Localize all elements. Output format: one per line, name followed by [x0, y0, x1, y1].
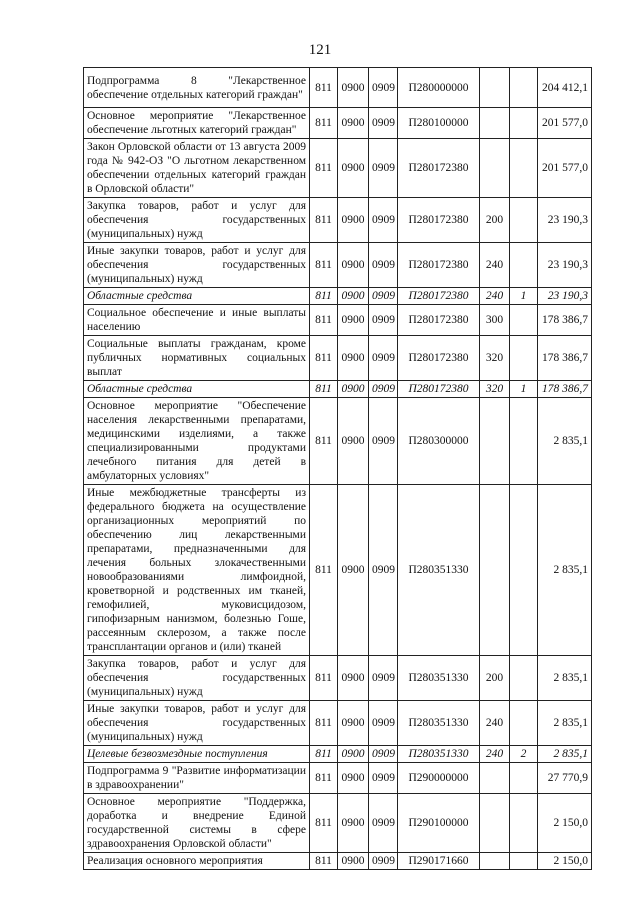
cell-subsection-code: 0909: [369, 398, 398, 485]
table-row: [84, 68, 592, 108]
cell-subsection-code: 0909: [369, 794, 398, 853]
cell-amount: 2 150,0: [538, 853, 592, 870]
cell-ved-code: 811: [310, 656, 338, 701]
cell-subsection-code: 0909: [369, 701, 398, 746]
cell-expense-type: [480, 108, 510, 139]
cell-description: Областные средства: [84, 288, 310, 305]
cell-description: Областные средства: [84, 381, 310, 398]
cell-amount: 23 190,3: [538, 243, 592, 288]
cell-amount: 201 577,0: [538, 139, 592, 198]
cell-description: Основное мероприятие "Обеспечение населения лекарственными препаратами, медицинскими изделиями, а также специализированными продуктами лечебного питания для детей в амбулаторных условиях": [84, 398, 310, 485]
table-row: [84, 701, 592, 746]
cell-ved-code: 811: [310, 485, 338, 656]
cell-funding-source: [510, 68, 538, 108]
cell-subsection-code: 0909: [369, 139, 398, 198]
cell-description: Закон Орловской области от 13 августа 2009 года № 942-ОЗ "О льготном лекарственном обеспечении отдельных категорий граждан в Орловской области": [84, 139, 310, 198]
cell-target-article: П280100000: [398, 108, 480, 139]
table-row: [84, 336, 592, 381]
cell-funding-source: [510, 336, 538, 381]
cell-ved-code: 811: [310, 398, 338, 485]
cell-funding-source: [510, 794, 538, 853]
cell-target-article: П280351330: [398, 656, 480, 701]
cell-section-code: 0900: [338, 336, 369, 381]
table-row: [84, 398, 592, 485]
cell-subsection-code: 0909: [369, 68, 398, 108]
cell-target-article: П290000000: [398, 763, 480, 794]
cell-expense-type: 240: [480, 746, 510, 763]
cell-amount: 23 190,3: [538, 288, 592, 305]
cell-amount: 201 577,0: [538, 108, 592, 139]
cell-target-article: П290171660: [398, 853, 480, 870]
cell-description: Иные закупки товаров, работ и услуг для обеспечения государственных (муниципальных) нужд: [84, 701, 310, 746]
cell-funding-source: [510, 305, 538, 336]
cell-ved-code: 811: [310, 381, 338, 398]
cell-subsection-code: 0909: [369, 108, 398, 139]
table-row: [84, 763, 592, 794]
cell-funding-source: 1: [510, 288, 538, 305]
cell-subsection-code: 0909: [369, 485, 398, 656]
cell-target-article: П280351330: [398, 701, 480, 746]
table-row: [84, 288, 592, 305]
cell-description: Иные межбюджетные трансферты из федерального бюджета на осуществление организационных мероприятий по обеспечению лиц лекарственными препаратами, предназначенными для лечения больных злокачественными новообразованиями лимфоидной, кроветворной и родственных им тканей, гемофилией, муковисцидозом, гипофизарным нанизмом, болезнью Гоше, рассеянным склерозом, а также после трансплантации органов и (или) тканей: [84, 485, 310, 656]
cell-expense-type: 200: [480, 656, 510, 701]
cell-target-article: П280172380: [398, 336, 480, 381]
table-row: [84, 485, 592, 656]
cell-subsection-code: 0909: [369, 746, 398, 763]
cell-target-article: П280172380: [398, 288, 480, 305]
table-row: [84, 853, 592, 870]
cell-description: Социальные выплаты гражданам, кроме публичных нормативных социальных выплат: [84, 336, 310, 381]
table-row: [84, 746, 592, 763]
cell-funding-source: [510, 763, 538, 794]
cell-expense-type: [480, 794, 510, 853]
cell-ved-code: 811: [310, 746, 338, 763]
page-number: 121: [308, 42, 332, 58]
cell-amount: 2 835,1: [538, 398, 592, 485]
cell-target-article: П280172380: [398, 139, 480, 198]
cell-amount: 2 835,1: [538, 701, 592, 746]
cell-amount: 178 386,7: [538, 305, 592, 336]
table-row: [84, 139, 592, 198]
cell-amount: 2 835,1: [538, 485, 592, 656]
cell-description: Реализация основного мероприятия: [84, 853, 310, 870]
cell-ved-code: 811: [310, 305, 338, 336]
cell-ved-code: 811: [310, 198, 338, 243]
cell-description: Основное мероприятие "Лекарственное обеспечение льготных категорий граждан": [84, 108, 310, 139]
cell-expense-type: 240: [480, 288, 510, 305]
cell-expense-type: [480, 485, 510, 656]
cell-ved-code: 811: [310, 243, 338, 288]
cell-section-code: 0900: [338, 763, 369, 794]
cell-funding-source: [510, 853, 538, 870]
cell-description: Подпрограмма 9 "Развитие информатизации в здравоохранении": [84, 763, 310, 794]
cell-subsection-code: 0909: [369, 656, 398, 701]
cell-funding-source: 1: [510, 381, 538, 398]
cell-expense-type: 300: [480, 305, 510, 336]
table-row: [84, 305, 592, 336]
cell-expense-type: 320: [480, 381, 510, 398]
cell-amount: 178 386,7: [538, 336, 592, 381]
cell-subsection-code: 0909: [369, 198, 398, 243]
cell-description: Основное мероприятие "Поддержка, доработка и внедрение Единой государственной системы в сфере здравоохранения Орловской области": [84, 794, 310, 853]
cell-expense-type: [480, 398, 510, 485]
cell-amount: 204 412,1: [538, 68, 592, 108]
cell-funding-source: [510, 485, 538, 656]
cell-expense-type: 240: [480, 243, 510, 288]
cell-funding-source: [510, 656, 538, 701]
table-row: [84, 381, 592, 398]
cell-section-code: 0900: [338, 108, 369, 139]
cell-section-code: 0900: [338, 701, 369, 746]
cell-section-code: 0900: [338, 288, 369, 305]
cell-target-article: П280172380: [398, 305, 480, 336]
cell-subsection-code: 0909: [369, 381, 398, 398]
cell-description: Целевые безвозмездные поступления: [84, 746, 310, 763]
cell-target-article: П280351330: [398, 746, 480, 763]
cell-target-article: П280300000: [398, 398, 480, 485]
cell-subsection-code: 0909: [369, 853, 398, 870]
table-row: [84, 794, 592, 853]
table-row: [84, 243, 592, 288]
budget-table-body: [84, 68, 592, 870]
cell-section-code: 0900: [338, 68, 369, 108]
cell-amount: 178 386,7: [538, 381, 592, 398]
cell-subsection-code: 0909: [369, 243, 398, 288]
cell-ved-code: 811: [310, 68, 338, 108]
cell-target-article: П280000000: [398, 68, 480, 108]
cell-ved-code: 811: [310, 139, 338, 198]
cell-funding-source: 2: [510, 746, 538, 763]
cell-target-article: П280172380: [398, 381, 480, 398]
cell-expense-type: [480, 68, 510, 108]
cell-ved-code: 811: [310, 763, 338, 794]
cell-ved-code: 811: [310, 336, 338, 381]
cell-section-code: 0900: [338, 305, 369, 336]
cell-target-article: П280351330: [398, 485, 480, 656]
cell-amount: 2 835,1: [538, 746, 592, 763]
cell-funding-source: [510, 701, 538, 746]
cell-target-article: П280172380: [398, 198, 480, 243]
cell-section-code: 0900: [338, 198, 369, 243]
cell-description: Закупка товаров, работ и услуг для обеспечения государственных (муниципальных) нужд: [84, 198, 310, 243]
cell-section-code: 0900: [338, 243, 369, 288]
cell-funding-source: [510, 198, 538, 243]
cell-description: Подпрограмма 8 "Лекарственное обеспечение отдельных категорий граждан": [84, 68, 310, 108]
cell-expense-type: 320: [480, 336, 510, 381]
cell-expense-type: 200: [480, 198, 510, 243]
cell-subsection-code: 0909: [369, 336, 398, 381]
cell-section-code: 0900: [338, 485, 369, 656]
cell-section-code: 0900: [338, 381, 369, 398]
cell-target-article: П280172380: [398, 243, 480, 288]
cell-ved-code: 811: [310, 794, 338, 853]
budget-table: [83, 67, 592, 870]
table-row: [84, 198, 592, 243]
cell-expense-type: [480, 139, 510, 198]
table-row: [84, 108, 592, 139]
cell-funding-source: [510, 139, 538, 198]
cell-section-code: 0900: [338, 398, 369, 485]
cell-ved-code: 811: [310, 288, 338, 305]
cell-expense-type: [480, 763, 510, 794]
cell-amount: 27 770,9: [538, 763, 592, 794]
cell-expense-type: [480, 853, 510, 870]
cell-section-code: 0900: [338, 853, 369, 870]
cell-ved-code: 811: [310, 853, 338, 870]
cell-description: Социальное обеспечение и иные выплаты населению: [84, 305, 310, 336]
cell-subsection-code: 0909: [369, 305, 398, 336]
cell-ved-code: 811: [310, 108, 338, 139]
cell-section-code: 0900: [338, 794, 369, 853]
cell-subsection-code: 0909: [369, 763, 398, 794]
cell-description: Закупка товаров, работ и услуг для обеспечения государственных (муниципальных) нужд: [84, 656, 310, 701]
cell-amount: 23 190,3: [538, 198, 592, 243]
cell-target-article: П290100000: [398, 794, 480, 853]
cell-section-code: 0900: [338, 746, 369, 763]
cell-ved-code: 811: [310, 701, 338, 746]
cell-funding-source: [510, 108, 538, 139]
cell-funding-source: [510, 243, 538, 288]
table-row: [84, 656, 592, 701]
cell-description: Иные закупки товаров, работ и услуг для обеспечения государственных (муниципальных) нужд: [84, 243, 310, 288]
cell-expense-type: 240: [480, 701, 510, 746]
cell-section-code: 0900: [338, 656, 369, 701]
cell-amount: 2 835,1: [538, 656, 592, 701]
cell-subsection-code: 0909: [369, 288, 398, 305]
cell-amount: 2 150,0: [538, 794, 592, 853]
cell-funding-source: [510, 398, 538, 485]
cell-section-code: 0900: [338, 139, 369, 198]
